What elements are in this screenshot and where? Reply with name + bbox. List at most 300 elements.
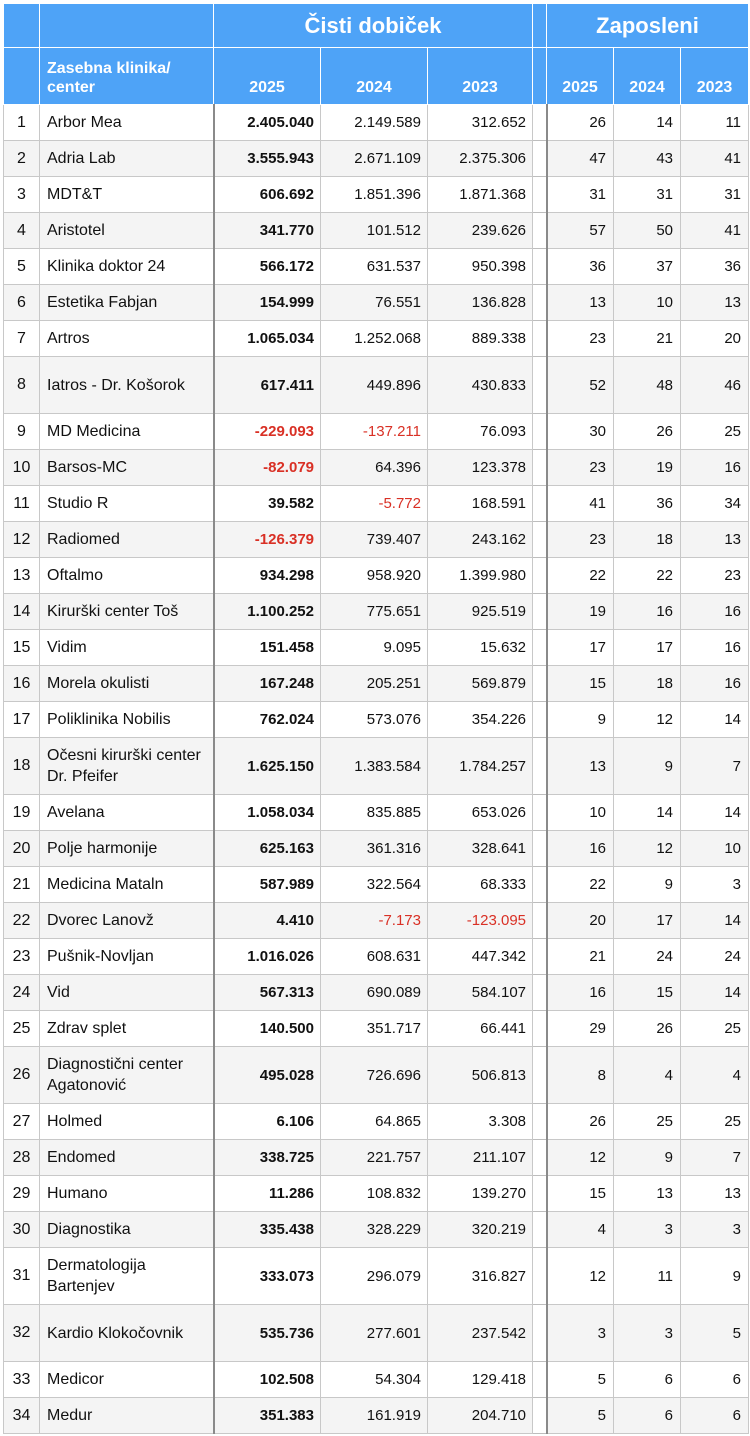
table-row: [4, 141, 749, 177]
profit-2025-cell: 1.016.026: [214, 939, 321, 975]
profit-2023-cell: 139.270: [428, 1176, 533, 1212]
employees-2025-cell: 21: [547, 939, 614, 975]
gap-cell: [533, 1398, 547, 1434]
rank-cell: 24: [4, 975, 40, 1011]
profit-2024-cell: 608.631: [321, 939, 428, 975]
rank-cell: 29: [4, 1176, 40, 1212]
header-profit-2024: 2024: [321, 48, 428, 105]
employees-2023-cell: 3: [681, 867, 749, 903]
table-row: [4, 867, 749, 903]
table-row: [4, 177, 749, 213]
clinic-name-cell: Humano: [40, 1176, 214, 1212]
profit-2024-cell: 9.095: [321, 630, 428, 666]
gap-cell: [533, 975, 547, 1011]
clinic-name-cell: Medicina Mataln: [40, 867, 214, 903]
employees-2025-cell: 23: [547, 522, 614, 558]
gap-cell: [533, 486, 547, 522]
table-row: [4, 321, 749, 357]
table-row: [4, 1248, 749, 1305]
gap-cell: [533, 141, 547, 177]
employees-2023-cell: 13: [681, 522, 749, 558]
profit-2024-cell: -5.772: [321, 486, 428, 522]
header-gap: [533, 4, 547, 48]
clinic-name-cell: Barsos-MC: [40, 450, 214, 486]
profit-2023-cell: 312.652: [428, 105, 533, 141]
employees-2023-cell: 36: [681, 249, 749, 285]
employees-2023-cell: 10: [681, 831, 749, 867]
gap-cell: [533, 1305, 547, 1362]
table-row: [4, 558, 749, 594]
profit-2023-cell: 211.107: [428, 1140, 533, 1176]
employees-2025-cell: 26: [547, 105, 614, 141]
profit-2023-cell: -123.095: [428, 903, 533, 939]
profit-2023-cell: 136.828: [428, 285, 533, 321]
employees-2023-cell: 41: [681, 141, 749, 177]
gap-cell: [533, 1047, 547, 1104]
gap-cell: [533, 903, 547, 939]
employees-2025-cell: 17: [547, 630, 614, 666]
profit-2025-cell: -82.079: [214, 450, 321, 486]
employees-2023-cell: 6: [681, 1362, 749, 1398]
clinic-name-cell: Diagnostični center Agatonović: [40, 1047, 214, 1104]
employees-2024-cell: 50: [614, 213, 681, 249]
profit-2025-cell: 495.028: [214, 1047, 321, 1104]
rank-cell: 1: [4, 105, 40, 141]
header-gap: [533, 48, 547, 105]
header-corner: [4, 4, 40, 48]
profit-2025-cell: 167.248: [214, 666, 321, 702]
employees-2024-cell: 10: [614, 285, 681, 321]
gap-cell: [533, 831, 547, 867]
profit-2023-cell: 328.641: [428, 831, 533, 867]
profit-2024-cell: 64.396: [321, 450, 428, 486]
employees-2023-cell: 31: [681, 177, 749, 213]
employees-2023-cell: 25: [681, 1011, 749, 1047]
gap-cell: [533, 357, 547, 414]
table-row: [4, 1140, 749, 1176]
employees-2025-cell: 20: [547, 903, 614, 939]
profit-2024-cell: 690.089: [321, 975, 428, 1011]
profit-2024-cell: 54.304: [321, 1362, 428, 1398]
profit-2024-cell: 1.252.068: [321, 321, 428, 357]
profit-2023-cell: 129.418: [428, 1362, 533, 1398]
clinic-name-cell: Medur: [40, 1398, 214, 1434]
rank-cell: 34: [4, 1398, 40, 1434]
header-row-groups: [4, 4, 749, 48]
employees-2025-cell: 4: [547, 1212, 614, 1248]
gap-cell: [533, 177, 547, 213]
clinic-name-cell: Pušnik-Novljan: [40, 939, 214, 975]
employees-2023-cell: 20: [681, 321, 749, 357]
profit-2025-cell: 762.024: [214, 702, 321, 738]
employees-2025-cell: 23: [547, 321, 614, 357]
profit-2025-cell: -229.093: [214, 414, 321, 450]
table-row: [4, 1011, 749, 1047]
clinic-name-cell: Artros: [40, 321, 214, 357]
profit-2023-cell: 1.871.368: [428, 177, 533, 213]
rank-cell: 22: [4, 903, 40, 939]
profit-2024-cell: 296.079: [321, 1248, 428, 1305]
header-profit-2025: 2025: [214, 48, 321, 105]
profit-2024-cell: 1.383.584: [321, 738, 428, 795]
profit-2025-cell: 2.405.040: [214, 105, 321, 141]
employees-2024-cell: 9: [614, 1140, 681, 1176]
employees-2025-cell: 8: [547, 1047, 614, 1104]
employees-2024-cell: 9: [614, 867, 681, 903]
employees-2024-cell: 36: [614, 486, 681, 522]
profit-2025-cell: 1.058.034: [214, 795, 321, 831]
employees-2025-cell: 5: [547, 1398, 614, 1434]
gap-cell: [533, 867, 547, 903]
gap-cell: [533, 1176, 547, 1212]
profit-2024-cell: 631.537: [321, 249, 428, 285]
clinic-name-cell: Dermatologija Bartenjev: [40, 1248, 214, 1305]
employees-2025-cell: 30: [547, 414, 614, 450]
clinic-name-cell: MD Medicina: [40, 414, 214, 450]
rank-cell: 27: [4, 1104, 40, 1140]
profit-2024-cell: 775.651: [321, 594, 428, 630]
profit-2024-cell: 449.896: [321, 357, 428, 414]
rank-cell: 11: [4, 486, 40, 522]
clinic-name-cell: Polje harmonije: [40, 831, 214, 867]
profit-2023-cell: 320.219: [428, 1212, 533, 1248]
profit-2024-cell: 101.512: [321, 213, 428, 249]
clinic-name-cell: Kirurški center Toš: [40, 594, 214, 630]
rank-cell: 12: [4, 522, 40, 558]
gap-cell: [533, 321, 547, 357]
employees-2023-cell: 9: [681, 1248, 749, 1305]
rank-cell: 30: [4, 1212, 40, 1248]
employees-2024-cell: 31: [614, 177, 681, 213]
clinic-name-cell: Arbor Mea: [40, 105, 214, 141]
profit-2025-cell: 102.508: [214, 1362, 321, 1398]
employees-2023-cell: 16: [681, 450, 749, 486]
gap-cell: [533, 105, 547, 141]
rank-cell: 26: [4, 1047, 40, 1104]
rank-cell: 32: [4, 1305, 40, 1362]
header-name-blank: [40, 4, 214, 48]
table-row: [4, 1104, 749, 1140]
table-row: [4, 213, 749, 249]
employees-2024-cell: 16: [614, 594, 681, 630]
employees-2024-cell: 18: [614, 522, 681, 558]
table-row: [4, 450, 749, 486]
table-row: [4, 975, 749, 1011]
header-employees-2024: 2024: [614, 48, 681, 105]
table-row: [4, 105, 749, 141]
profit-2025-cell: 11.286: [214, 1176, 321, 1212]
employees-2025-cell: 9: [547, 702, 614, 738]
table-row: [4, 939, 749, 975]
rank-cell: 6: [4, 285, 40, 321]
rank-cell: 18: [4, 738, 40, 795]
rank-cell: 33: [4, 1362, 40, 1398]
profit-2024-cell: 277.601: [321, 1305, 428, 1362]
gap-cell: [533, 702, 547, 738]
gap-cell: [533, 522, 547, 558]
header-employees-2023: 2023: [681, 48, 749, 105]
profit-2025-cell: 39.582: [214, 486, 321, 522]
gap-cell: [533, 1212, 547, 1248]
rank-cell: 10: [4, 450, 40, 486]
profit-2025-cell: 154.999: [214, 285, 321, 321]
clinic-name-cell: Vidim: [40, 630, 214, 666]
employees-2024-cell: 22: [614, 558, 681, 594]
profit-2023-cell: 243.162: [428, 522, 533, 558]
clinic-name-cell: Dvorec Lanovž: [40, 903, 214, 939]
profit-2024-cell: 76.551: [321, 285, 428, 321]
employees-2023-cell: 7: [681, 1140, 749, 1176]
employees-2024-cell: 19: [614, 450, 681, 486]
profit-2025-cell: 151.458: [214, 630, 321, 666]
table-row: [4, 414, 749, 450]
profit-2024-cell: 161.919: [321, 1398, 428, 1434]
employees-2025-cell: 52: [547, 357, 614, 414]
profit-2024-cell: 205.251: [321, 666, 428, 702]
employees-2025-cell: 5: [547, 1362, 614, 1398]
rank-cell: 3: [4, 177, 40, 213]
clinic-name-cell: Medicor: [40, 1362, 214, 1398]
employees-2024-cell: 17: [614, 630, 681, 666]
employees-2024-cell: 12: [614, 831, 681, 867]
profit-2023-cell: 316.827: [428, 1248, 533, 1305]
clinic-name-cell: Studio R: [40, 486, 214, 522]
gap-cell: [533, 738, 547, 795]
rank-cell: 19: [4, 795, 40, 831]
profit-2025-cell: 338.725: [214, 1140, 321, 1176]
profit-2023-cell: 204.710: [428, 1398, 533, 1434]
clinic-name-cell: Adria Lab: [40, 141, 214, 177]
header-employees-group: Zaposleni: [547, 4, 749, 48]
employees-2025-cell: 22: [547, 558, 614, 594]
employees-2023-cell: 16: [681, 666, 749, 702]
profit-2023-cell: 168.591: [428, 486, 533, 522]
profit-2024-cell: 2.671.109: [321, 141, 428, 177]
employees-2025-cell: 36: [547, 249, 614, 285]
rank-cell: 2: [4, 141, 40, 177]
employees-2025-cell: 12: [547, 1248, 614, 1305]
employees-2024-cell: 25: [614, 1104, 681, 1140]
employees-2025-cell: 12: [547, 1140, 614, 1176]
profit-2025-cell: 6.106: [214, 1104, 321, 1140]
profit-2025-cell: 625.163: [214, 831, 321, 867]
employees-2023-cell: 24: [681, 939, 749, 975]
gap-cell: [533, 594, 547, 630]
employees-2025-cell: 29: [547, 1011, 614, 1047]
profit-2023-cell: 1.399.980: [428, 558, 533, 594]
employees-2025-cell: 57: [547, 213, 614, 249]
table-row: [4, 594, 749, 630]
gap-cell: [533, 1011, 547, 1047]
profit-2023-cell: 3.308: [428, 1104, 533, 1140]
clinic-name-cell: Diagnostika: [40, 1212, 214, 1248]
employees-2024-cell: 13: [614, 1176, 681, 1212]
employees-2024-cell: 43: [614, 141, 681, 177]
profit-2024-cell: 573.076: [321, 702, 428, 738]
employees-2023-cell: 7: [681, 738, 749, 795]
clinic-name-cell: Klinika doktor 24: [40, 249, 214, 285]
employees-2023-cell: 13: [681, 1176, 749, 1212]
employees-2024-cell: 4: [614, 1047, 681, 1104]
rank-cell: 14: [4, 594, 40, 630]
employees-2024-cell: 24: [614, 939, 681, 975]
employees-2024-cell: 3: [614, 1305, 681, 1362]
profit-2023-cell: 653.026: [428, 795, 533, 831]
profit-2023-cell: 2.375.306: [428, 141, 533, 177]
profit-2024-cell: -137.211: [321, 414, 428, 450]
profit-2025-cell: 3.555.943: [214, 141, 321, 177]
rank-cell: 20: [4, 831, 40, 867]
employees-2023-cell: 4: [681, 1047, 749, 1104]
employees-2023-cell: 14: [681, 795, 749, 831]
employees-2024-cell: 48: [614, 357, 681, 414]
table-row: [4, 903, 749, 939]
rank-cell: 4: [4, 213, 40, 249]
table-row: [4, 1305, 749, 1362]
rank-cell: 25: [4, 1011, 40, 1047]
gap-cell: [533, 1140, 547, 1176]
rank-cell: 8: [4, 357, 40, 414]
gap-cell: [533, 1248, 547, 1305]
employees-2024-cell: 26: [614, 414, 681, 450]
employees-2023-cell: 34: [681, 486, 749, 522]
table-row: [4, 738, 749, 795]
employees-2023-cell: 13: [681, 285, 749, 321]
table-row: [4, 285, 749, 321]
rank-cell: 31: [4, 1248, 40, 1305]
clinic-name-cell: Iatros - Dr. Košorok: [40, 357, 214, 414]
profit-2023-cell: 925.519: [428, 594, 533, 630]
employees-2023-cell: 41: [681, 213, 749, 249]
clinic-name-cell: Estetika Fabjan: [40, 285, 214, 321]
gap-cell: [533, 795, 547, 831]
employees-2025-cell: 26: [547, 1104, 614, 1140]
profit-2024-cell: 221.757: [321, 1140, 428, 1176]
employees-2023-cell: 16: [681, 594, 749, 630]
employees-2025-cell: 47: [547, 141, 614, 177]
table-row: [4, 795, 749, 831]
employees-2025-cell: 19: [547, 594, 614, 630]
clinic-name-cell: Morela okulisti: [40, 666, 214, 702]
profit-2023-cell: 354.226: [428, 702, 533, 738]
employees-2024-cell: 3: [614, 1212, 681, 1248]
gap-cell: [533, 1362, 547, 1398]
table-row: [4, 630, 749, 666]
employees-2024-cell: 9: [614, 738, 681, 795]
profit-2025-cell: 351.383: [214, 1398, 321, 1434]
rank-cell: 16: [4, 666, 40, 702]
table-row: [4, 1398, 749, 1434]
employees-2023-cell: 5: [681, 1305, 749, 1362]
gap-cell: [533, 558, 547, 594]
employees-2023-cell: 25: [681, 1104, 749, 1140]
employees-2023-cell: 14: [681, 975, 749, 1011]
profit-2024-cell: 726.696: [321, 1047, 428, 1104]
profit-2023-cell: 68.333: [428, 867, 533, 903]
gap-cell: [533, 1104, 547, 1140]
table-row: [4, 1212, 749, 1248]
table-row: [4, 1176, 749, 1212]
employees-2024-cell: 6: [614, 1362, 681, 1398]
profit-2025-cell: 1.100.252: [214, 594, 321, 630]
profit-2025-cell: 333.073: [214, 1248, 321, 1305]
header-rank: [4, 48, 40, 105]
header-row-years: [4, 48, 749, 105]
employees-2025-cell: 10: [547, 795, 614, 831]
profit-2023-cell: 889.338: [428, 321, 533, 357]
profit-2024-cell: 739.407: [321, 522, 428, 558]
employees-2025-cell: 16: [547, 975, 614, 1011]
employees-2024-cell: 6: [614, 1398, 681, 1434]
profit-2023-cell: 430.833: [428, 357, 533, 414]
employees-2023-cell: 14: [681, 903, 749, 939]
table-body: [4, 105, 749, 1434]
header-profit-2023: 2023: [428, 48, 533, 105]
clinic-name-cell: Holmed: [40, 1104, 214, 1140]
profit-2024-cell: 2.149.589: [321, 105, 428, 141]
employees-2025-cell: 13: [547, 738, 614, 795]
employees-2025-cell: 15: [547, 666, 614, 702]
profit-2025-cell: 4.410: [214, 903, 321, 939]
employees-2024-cell: 15: [614, 975, 681, 1011]
employees-2024-cell: 12: [614, 702, 681, 738]
rank-cell: 7: [4, 321, 40, 357]
clinic-name-cell: MDT&T: [40, 177, 214, 213]
profit-2025-cell: 587.989: [214, 867, 321, 903]
header-employees-2025: 2025: [547, 48, 614, 105]
employees-2023-cell: 16: [681, 630, 749, 666]
profit-2024-cell: 835.885: [321, 795, 428, 831]
rank-cell: 5: [4, 249, 40, 285]
employees-2025-cell: 23: [547, 450, 614, 486]
gap-cell: [533, 285, 547, 321]
table-row: [4, 1047, 749, 1104]
employees-2023-cell: 46: [681, 357, 749, 414]
profit-2024-cell: 108.832: [321, 1176, 428, 1212]
table-row: [4, 486, 749, 522]
gap-cell: [533, 666, 547, 702]
rank-cell: 9: [4, 414, 40, 450]
rank-cell: 17: [4, 702, 40, 738]
profit-2024-cell: 64.865: [321, 1104, 428, 1140]
profit-2023-cell: 76.093: [428, 414, 533, 450]
clinic-name-cell: Endomed: [40, 1140, 214, 1176]
employees-2024-cell: 14: [614, 795, 681, 831]
employees-2025-cell: 15: [547, 1176, 614, 1212]
profit-2023-cell: 506.813: [428, 1047, 533, 1104]
employees-2025-cell: 41: [547, 486, 614, 522]
profit-2023-cell: 66.441: [428, 1011, 533, 1047]
profit-2024-cell: 361.316: [321, 831, 428, 867]
rank-cell: 28: [4, 1140, 40, 1176]
clinic-name-cell: Aristotel: [40, 213, 214, 249]
employees-2023-cell: 25: [681, 414, 749, 450]
clinic-name-cell: Radiomed: [40, 522, 214, 558]
clinic-name-cell: Zdrav splet: [40, 1011, 214, 1047]
gap-cell: [533, 213, 547, 249]
clinic-name-cell: Oftalmo: [40, 558, 214, 594]
profit-2023-cell: 950.398: [428, 249, 533, 285]
gap-cell: [533, 249, 547, 285]
table-row: [4, 249, 749, 285]
table-row: [4, 831, 749, 867]
profit-2023-cell: 237.542: [428, 1305, 533, 1362]
employees-2025-cell: 31: [547, 177, 614, 213]
profit-2024-cell: 322.564: [321, 867, 428, 903]
employees-2023-cell: 23: [681, 558, 749, 594]
clinic-name-cell: Avelana: [40, 795, 214, 831]
clinic-name-cell: Kardio Klokočovnik: [40, 1305, 214, 1362]
